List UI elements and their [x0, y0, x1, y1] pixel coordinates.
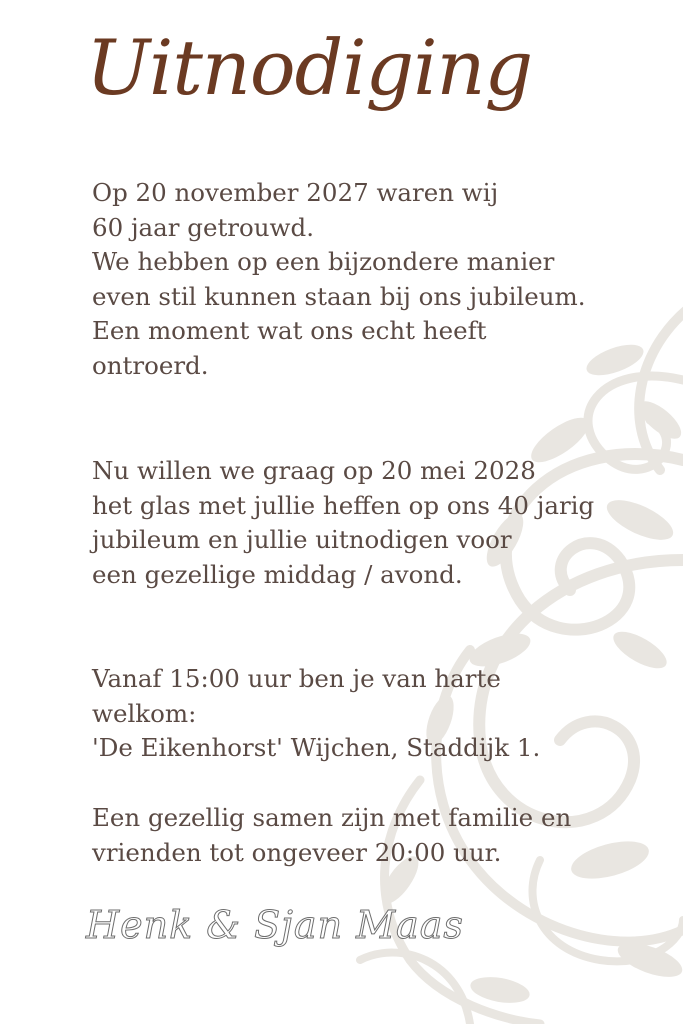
paragraph-time-location	[92, 662, 540, 766]
text-line: vrienden tot ongeveer 20:00 uur.	[92, 837, 502, 867]
text-line: Een gezellig samen zijn met familie en	[92, 803, 572, 832]
text-line: jubileum en jullie uitnodigen voor	[92, 525, 512, 555]
text-line: welkom:	[92, 698, 197, 728]
text-line: 'De Eikenhorst' Wijchen, Staddijk 1.	[92, 733, 541, 763]
text-line: even stil kunnen staan bij ons jubileum.	[92, 281, 586, 311]
text-line: een gezellige middag / avond.	[92, 559, 463, 589]
text-line: Een moment wat ons echt heeft	[92, 316, 487, 346]
text-line: Vanaf 15:00 uur ben je van harte	[92, 664, 501, 693]
text-line: Op 20 november 2027 waren wij	[92, 178, 499, 207]
text-line: We hebben op een bijzondere manier	[92, 247, 555, 277]
text-line: 60 jaar getrouwd.	[92, 212, 314, 242]
paragraph-closing	[92, 801, 571, 870]
signature: Henk & Sjan Maas	[86, 903, 464, 947]
text-line: ontroerd.	[92, 350, 209, 380]
text-line: Nu willen we graag op 20 mei 2028	[92, 456, 536, 485]
invitation-title: Uitnodiging	[86, 23, 533, 112]
paragraph-anniversary	[92, 176, 586, 384]
text-line: het glas met jullie heffen op ons 40 jarig	[92, 490, 595, 520]
paragraph-invitation	[92, 454, 594, 592]
